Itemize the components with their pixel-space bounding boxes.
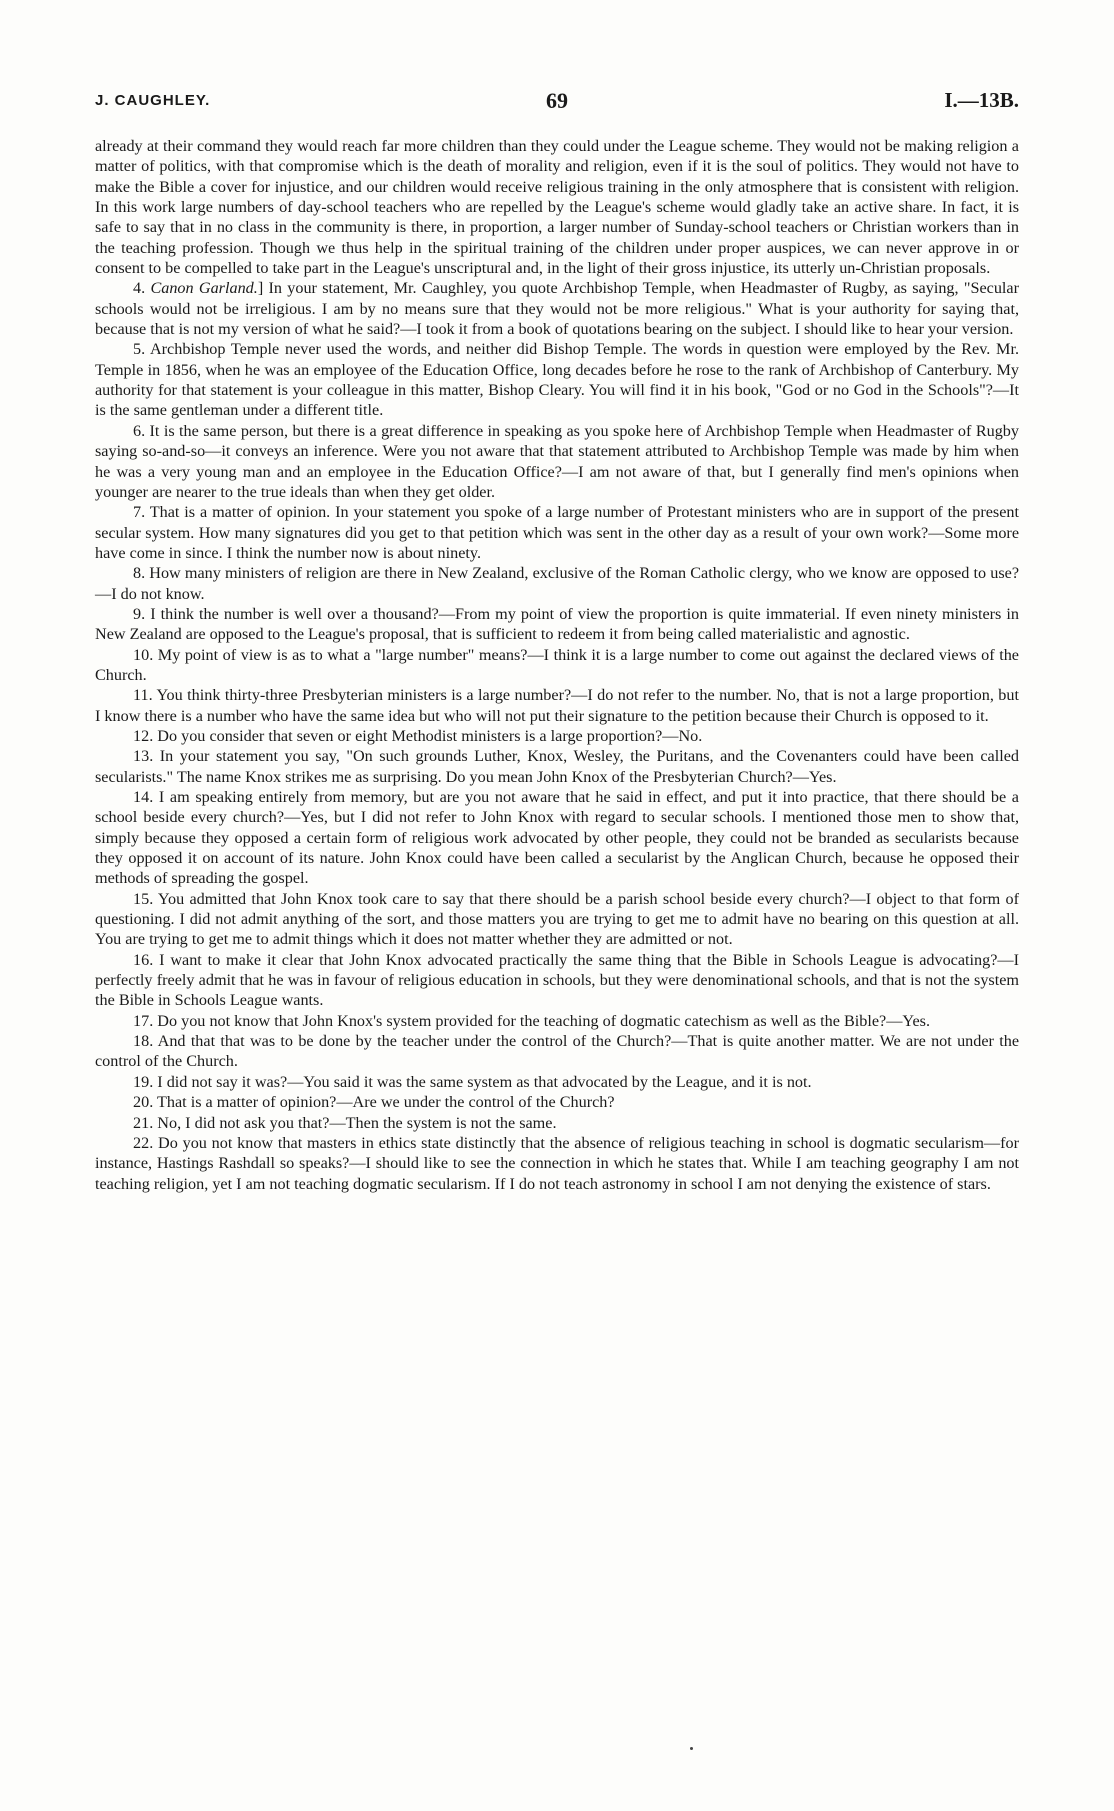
question-text: ] In your statement, Mr. Caughley, you quote Archbishop Temple, when Headmaster of Rugby, as saying, "Secular schools would not be irreligious. I am by no means sure that they would not be more religious." What is your authority for saying that, because that is not my version of what he said?—I took it from a book of quotations bearing on the subject. I should like to hear your version.	[95, 279, 1019, 339]
question-21: 21. No, I did not ask you that?—Then the system is not the same.	[133, 1113, 557, 1132]
question-16: 16. I want to make it clear that John Knox advocated practically the same thing that the Bible in Schools League is advocating?—I perfectly freely admit that he was in favour of religious education in schools, but they were denominational schools, and that is not the system the Bible in Schools League wants.	[95, 950, 1019, 1010]
question-15: 15. You admitted that John Knox took care to say that there should be a parish school beside every church?—I object to that form of questioning. I did not admit anything of the sort, and those matters you are trying to get me to admit have no bearing on this question at all. You are trying to get me to admit things which it does not matter whether they are admitted or not.	[95, 889, 1019, 949]
report-reference: I.—13B.	[944, 88, 1019, 112]
question-22: 22. Do you not know that masters in ethics state distinctly that the absence of religious teaching in school is dogmatic secularism—for instance, Hastings Rashdall so speaks?—I should like to see the connection in which he states that. While I am teaching geography I am not teaching religion, yet I am not teaching dogmatic secularism. If I do not teach astronomy in school I am not denying the existence of stars.	[95, 1133, 1019, 1193]
question-number: 4.	[133, 279, 151, 298]
page-number: 69	[546, 88, 568, 113]
question-18: 18. And that that was to be done by the teacher under the control of the Church?—That is quite another matter. We are not under the control of the Church.	[95, 1032, 1019, 1071]
question-7: 7. That is a matter of opinion. In your statement you spoke of a large number of Protestant ministers who are in support of the present secular system. How many signatures did you get to that petition which was sent in the other day as a result of your own work?—Some more have come in since. I think the number now is about ninety.	[95, 503, 1019, 562]
question-4	[95, 278, 1019, 339]
page-header	[95, 88, 1019, 118]
question-17: 17. Do you not know that John Knox's system provided for the teaching of dogmatic catechism as well as the Bible?—Yes.	[133, 1011, 931, 1030]
question-12: 12. Do you consider that seven or eight Methodist ministers is a large proportion?—No.	[133, 726, 703, 745]
question-14: 14. I am speaking entirely from memory, but are you not aware that he said in effect, and put it into practice, that there should be a school beside every church?—Yes, but I did not refer to John Knox with regard to secular schools. I mentioned those men to show that, simply because they opposed a certain form of religious work advocated by other people, they could not be branded as secularists because they opposed it on account of its nature. John Knox could have been called a secularist by the Anglican Church, because he opposed their methods of spreading the gospel.	[95, 788, 1019, 888]
witness-name: J. CAUGHLEY.	[95, 92, 211, 109]
question-6: 6. It is the same person, but there is a great difference in speaking as you spoke here of Archbishop Temple when Headmaster of Rugby saying so-and-so—it conveys an inference. Were you not aware that that statement attributed to Archbishop Temple was made by him when he was a very young man and an employee in the Education Office?—I am not aware of that, but I generally find men's opinions when younger are nearer to the true ideals than when they get older.	[95, 421, 1019, 501]
question-13: 13. In your statement you say, "On such grounds Luther, Knox, Wesley, the Puritans, and the Covenanters could have been called secularists." The name Knox strikes me as surprising. Do you mean John Knox of the Presbyterian Church?—Yes.	[95, 747, 1019, 786]
paragraph-continuation: already at their command they would reach far more children than they could under the League scheme. They would not be making religion a matter of politics, with that compromise which is the death of morality and religion, even if it is the soul of politics. They would not have to make the Bible a cover for injustice, and our children would receive religious training in the only atmosphere that is consistent with religion. In this work large numbers of day-school teachers who are repelled by the League's scheme would gladly take an active share. In fact, it is safe to say that in no class in the community is there, in proportion, a larger number of Sunday-school teachers or Christian workers than in the teaching profession. Though we thus help in the spiritual training of the children under proper auspices, we can never approve in or consent to be compelled to take part in the League's unscriptural and, in the light of their gross injustice, its utterly un-Christian proposals.	[95, 137, 1019, 278]
question-19: 19. I did not say it was?—You said it was the same system as that advocated by the League, and it is not.	[133, 1072, 812, 1091]
question-5: 5. Archbishop Temple never used the words, and neither did Bishop Temple. The words in question were employed by the Rev. Mr. Temple in 1856, when he was an employee of the Education Office, long decades before he rose to the rank of Archbishop of Canterbury. My authority for that statement is your colleague in this matter, Bishop Cleary. You will find it in his book, "God or no God in the Schools"?—It is the same gentleman under a different title.	[95, 340, 1019, 420]
speaker-name: Canon Garland.	[150, 279, 258, 298]
question-9: 9. I think the number is well over a thousand?—From my point of view the proportion is quite immaterial. If even ninety ministers in New Zealand are opposed to the League's proposal, that is sufficient to redeem it from being called materialistic and agnostic.	[95, 604, 1019, 644]
document-body	[95, 136, 1019, 1194]
question-20: 20. That is a matter of opinion?—Are we under the control of the Church?	[133, 1093, 615, 1112]
question-10: 10. My point of view is as to what a "large number" means?—I think it is a large number to come out against the declared views of the Church.	[95, 645, 1019, 684]
print-speck	[690, 1747, 693, 1750]
question-8: 8. How many ministers of religion are there in New Zealand, exclusive of the Roman Catholic clergy, who we know are opposed to use?—I do not know.	[95, 564, 1019, 603]
question-11: 11. You think thirty-three Presbyterian ministers is a large number?—I do not refer to the number. No, that is not a large proportion, but I know there is a number who have the same idea but who will not put their signature to the petition because their Church is opposed to it.	[95, 686, 1019, 725]
